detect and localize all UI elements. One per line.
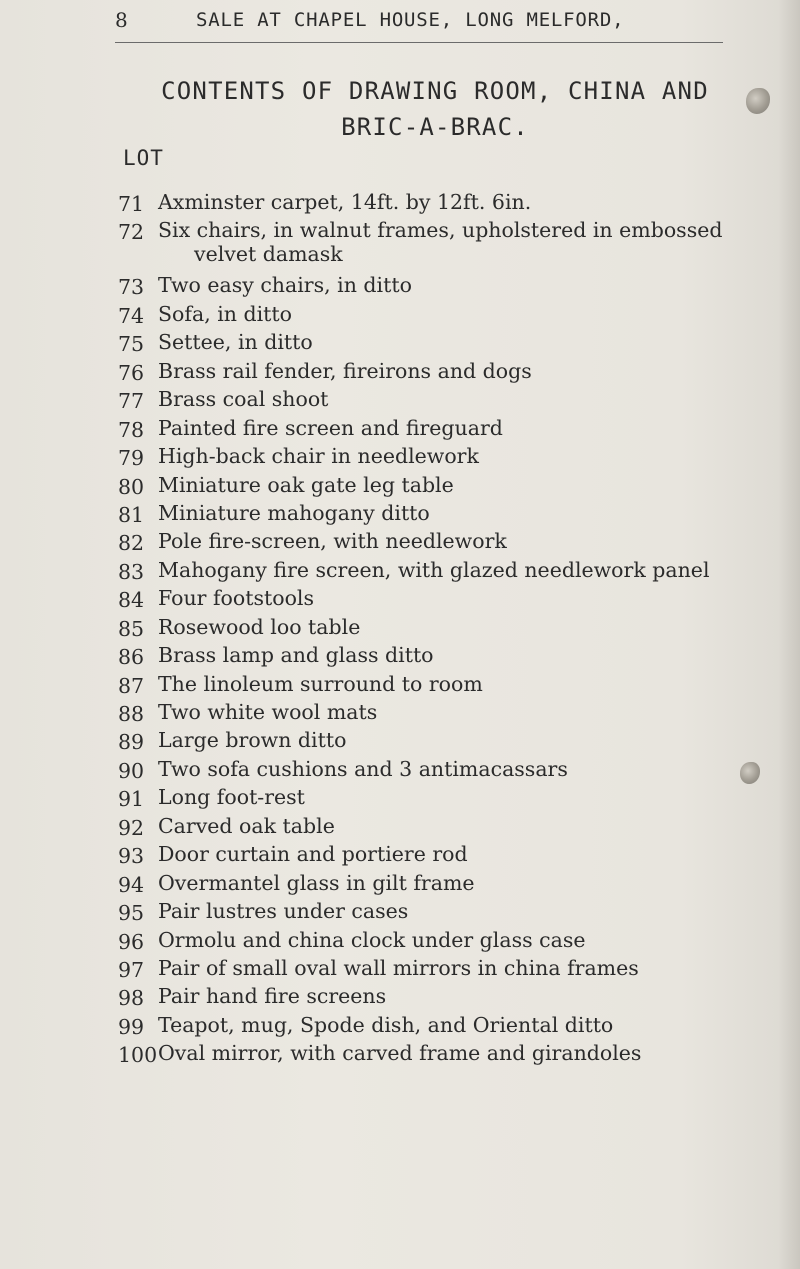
lot-description-text: Four footstools — [158, 586, 314, 611]
lot-item — [118, 1013, 758, 1041]
lot-description-text: Two white wool mats — [158, 700, 378, 724]
lot-description — [158, 984, 758, 1008]
lot-item — [118, 273, 758, 301]
lot-description-text: Two easy chairs, in ditto — [158, 273, 412, 298]
lot-item — [118, 473, 758, 501]
lot-number: 100 — [118, 1043, 158, 1068]
lot-description-text: Rosewood loo table — [158, 614, 361, 639]
lot-item — [118, 928, 758, 956]
lot-number: 79 — [118, 446, 145, 471]
lot-number: 96 — [118, 929, 145, 954]
lot-number: 83 — [118, 559, 145, 584]
lot-number: 73 — [118, 275, 145, 300]
lot-column-heading: LOT — [123, 146, 164, 170]
lot-item — [118, 842, 758, 870]
lot-item — [118, 643, 758, 671]
lot-description — [158, 558, 758, 582]
lot-description-text: Mahogany fire screen, with glazed needlework panel — [158, 557, 710, 582]
lot-item — [118, 387, 758, 415]
lot-item — [118, 700, 758, 728]
lot-description — [158, 757, 758, 781]
lot-description — [158, 218, 758, 266]
lot-description — [158, 387, 758, 411]
lot-number: 85 — [118, 616, 145, 641]
lot-item — [118, 586, 758, 614]
lot-item — [118, 757, 758, 785]
lot-description-text: High-back chair in needlework — [158, 444, 479, 469]
lot-number: 82 — [118, 531, 145, 556]
lot-description-text: Settee, in ditto — [158, 330, 313, 355]
lot-number: 92 — [118, 815, 145, 840]
lot-number: 78 — [118, 417, 145, 442]
lot-description — [158, 473, 758, 497]
lot-item — [118, 956, 758, 984]
lot-number: 97 — [118, 957, 145, 982]
lot-number: 86 — [118, 645, 145, 670]
page-header — [0, 0, 800, 40]
lot-description — [158, 842, 758, 866]
lot-description-text: Long foot-rest — [158, 785, 305, 810]
lot-description — [158, 700, 758, 724]
lot-item — [118, 615, 758, 643]
lot-description — [158, 871, 758, 895]
lot-item — [118, 416, 758, 444]
lot-number: 93 — [118, 844, 145, 869]
lot-description — [158, 501, 758, 525]
section-title-line1: CONTENTS OF DRAWING ROOM, CHINA AND — [161, 77, 709, 105]
lot-description-text: Carved oak table — [158, 813, 335, 838]
lot-description-text: The linoleum surround to room — [158, 671, 483, 696]
lot-item — [118, 501, 758, 529]
lot-description-text: Miniature oak gate leg table — [158, 472, 454, 497]
lot-description-text: Painted fire screen and fireguard — [158, 415, 503, 440]
lot-description — [158, 728, 758, 752]
lot-number: 87 — [118, 673, 145, 698]
lot-item — [118, 1041, 758, 1069]
lot-number: 81 — [118, 502, 145, 527]
lot-description-text: Axminster carpet, 14ft. by 12ft. 6in. — [158, 190, 532, 214]
lot-description — [158, 444, 758, 468]
lot-item — [118, 899, 758, 927]
lot-number: 88 — [118, 702, 145, 726]
lot-description — [158, 529, 758, 553]
lot-item — [118, 302, 758, 330]
lot-description — [158, 302, 758, 326]
lot-description-text: Overmantel glass in gilt frame — [158, 870, 475, 895]
lot-description-text: Brass rail fender, fireirons and dogs — [158, 358, 532, 383]
running-head: SALE AT CHAPEL HOUSE, LONG MELFORD, — [196, 9, 625, 31]
lot-number: 90 — [118, 758, 145, 783]
lot-description-continuation: velvet damask — [194, 242, 343, 267]
lot-description — [158, 899, 758, 923]
lot-item — [118, 672, 758, 700]
lot-description-text: Brass coal shoot — [158, 387, 329, 412]
ink-blot-decoration — [746, 88, 770, 114]
lot-description-text: Pair lustres under cases — [158, 899, 409, 924]
lot-description — [158, 814, 758, 838]
lot-description — [158, 643, 758, 667]
lot-number: 98 — [118, 986, 145, 1011]
lot-number: 84 — [118, 588, 145, 613]
lot-list — [118, 190, 758, 1070]
lot-number: 76 — [118, 360, 145, 385]
lot-description-text: Teapot, mug, Spode dish, and Oriental ditto — [158, 1012, 614, 1037]
lot-description — [158, 586, 758, 610]
lot-item — [118, 190, 758, 218]
page-edge-shadow — [778, 0, 800, 1269]
lot-description-text: Miniature mahogany ditto — [158, 500, 430, 525]
lot-item — [118, 444, 758, 472]
lot-item — [118, 984, 758, 1012]
lot-item — [118, 529, 758, 557]
lot-number: 91 — [118, 787, 145, 812]
lot-description-text: Pair of small oval wall mirrors in china frames — [158, 955, 639, 980]
lot-number: 72 — [118, 220, 145, 245]
lot-description — [158, 330, 758, 354]
lot-description — [158, 785, 758, 809]
lot-description-text: Oval mirror, with carved frame and girandoles — [158, 1041, 642, 1066]
lot-number: 94 — [118, 872, 145, 897]
lot-description — [158, 928, 758, 952]
lot-item — [118, 330, 758, 358]
lot-number: 74 — [118, 303, 145, 328]
lot-item — [118, 359, 758, 387]
lot-item — [118, 728, 758, 756]
lot-description — [158, 956, 758, 980]
lot-number: 99 — [118, 1014, 145, 1039]
lot-description — [158, 416, 758, 440]
section-title-line2: BRIC-A-BRAC. — [341, 113, 529, 141]
lot-description-text: Sofa, in ditto — [158, 301, 293, 326]
lot-description-text: Brass lamp and glass ditto — [158, 643, 434, 668]
lot-number: 75 — [118, 332, 145, 357]
lot-item — [118, 814, 758, 842]
lot-number: 95 — [118, 901, 145, 926]
page-number: 8 — [115, 8, 129, 32]
lot-item — [118, 218, 758, 273]
header-rule — [115, 42, 723, 43]
lot-number: 77 — [118, 389, 145, 414]
lot-description — [158, 1013, 758, 1037]
lot-description — [158, 672, 758, 696]
lot-item — [118, 785, 758, 813]
lot-description-text: Six chairs, in walnut frames, upholstered in embossed — [158, 218, 723, 243]
section-title — [125, 73, 745, 145]
lot-description — [158, 273, 758, 297]
lot-description — [158, 359, 758, 383]
lot-description-text: Pair hand fire screens — [158, 984, 387, 1009]
lot-description-text: Pole fire-screen, with needlework — [158, 529, 507, 554]
lot-number: 71 — [118, 192, 145, 216]
lot-number: 89 — [118, 730, 145, 755]
lot-item — [118, 558, 758, 586]
lot-description — [158, 1041, 758, 1065]
lot-description-text: Ormolu and china clock under glass case — [158, 927, 586, 952]
lot-number: 80 — [118, 474, 145, 499]
lot-description-text: Two sofa cushions and 3 antimacassars — [158, 756, 568, 781]
lot-description-text: Large brown ditto — [158, 728, 347, 753]
lot-item — [118, 871, 758, 899]
lot-description-text: Door curtain and portiere rod — [158, 842, 468, 867]
lot-description — [158, 190, 758, 214]
lot-description — [158, 615, 758, 639]
